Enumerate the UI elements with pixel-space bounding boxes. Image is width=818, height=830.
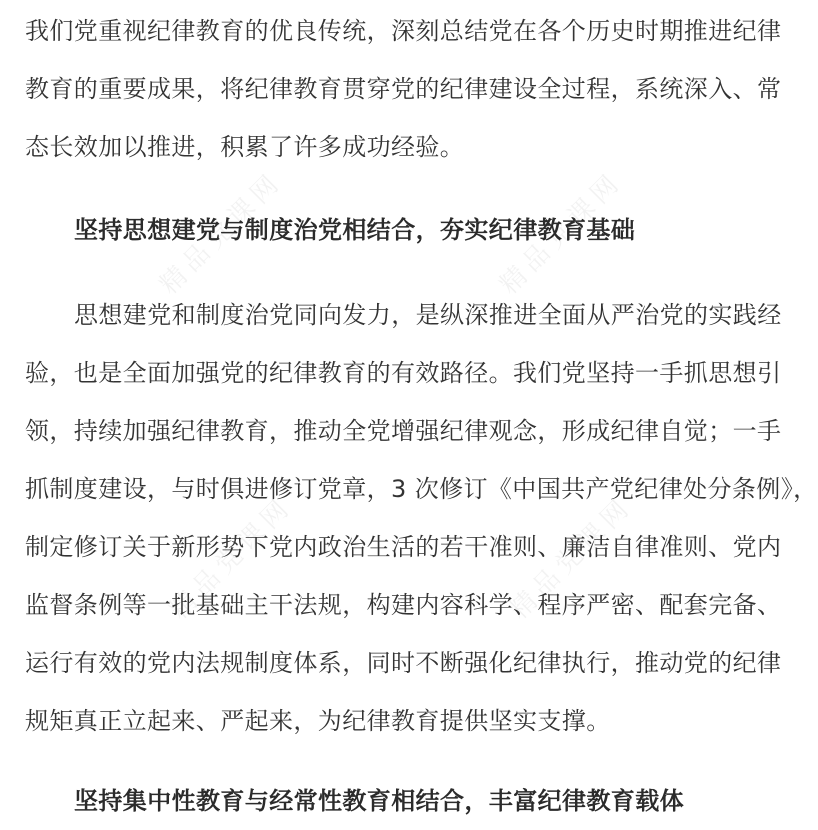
section-heading: 坚持思想建党与制度治党相结合，夯实纪律教育基础 bbox=[74, 216, 636, 244]
watermark-text: 精品党课网 bbox=[164, 491, 299, 626]
watermark-text: 精品党课网 bbox=[494, 166, 629, 301]
text-line: 监督条例等一批基础主干法规，构建内容科学、程序严密、配套完备、 bbox=[25, 591, 782, 619]
text-line: 验，也是全面加强党的纪律教育的有效路径。我们党坚持一手抓思想引 bbox=[25, 359, 782, 387]
watermark-text: 精品党课网 bbox=[154, 166, 289, 301]
text-line: 制定修订关于新形势下党内政治生活的若干准则、廉洁自律准则、党内 bbox=[25, 533, 782, 561]
text-line: 抓制度建设，与时俱进修订党章，3 次修订《中国共产党纪律处分条例》， bbox=[25, 475, 818, 503]
text-line: 领，持续加强纪律教育，推动全党增强纪律观念，形成纪律自觉；一手 bbox=[25, 417, 782, 445]
paragraph-body bbox=[25, 286, 818, 750]
text-line: 教育的重要成果，将纪律教育贯穿党的纪律建设全过程，系统深入、常 bbox=[25, 75, 782, 103]
text-line: 我们党重视纪律教育的优良传统，深刻总结党在各个历史时期推进纪律 bbox=[25, 17, 782, 45]
text-line: 思想建党和制度治党同向发力，是纵深推进全面从严治党的实践经 bbox=[74, 301, 782, 329]
text-line: 运行有效的党内法规制度体系，同时不断强化纪律执行，推动党的纪律 bbox=[25, 649, 782, 677]
watermark-text: 精品党课网 bbox=[504, 491, 639, 626]
section-heading: 坚持集中性教育与经常性教育相结合，丰富纪律教育载体 bbox=[74, 787, 684, 815]
text-line: 规矩真正立起来、严起来，为纪律教育提供坚实支撑。 bbox=[25, 707, 611, 735]
text-line: 态长效加以推进，积累了许多成功经验。 bbox=[25, 133, 465, 161]
paragraph-intro bbox=[25, 2, 782, 176]
